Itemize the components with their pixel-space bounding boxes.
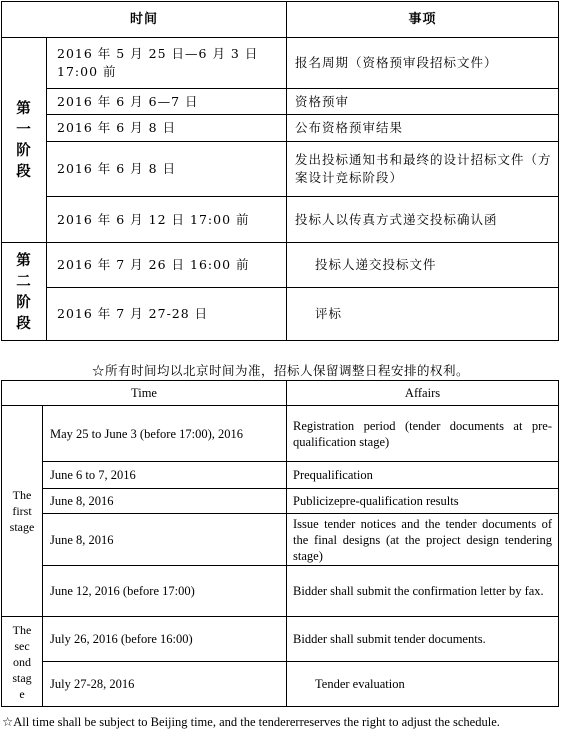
time-cell: July 27-28, 2016 xyxy=(43,662,287,707)
stage-2-label: The sec ond stag e xyxy=(2,617,43,707)
table-row xyxy=(2,197,559,243)
table-header-row xyxy=(2,2,559,38)
time-cell: 2016 年 6 月 8 日 xyxy=(47,142,287,197)
header-affairs: 事项 xyxy=(287,2,559,38)
footnote-chinese: ☆所有时间均以北京时间为准，招标人保留调整日程安排的权利。 xyxy=(91,363,469,378)
affair-cell: Tender evaluation xyxy=(287,662,559,707)
stage-2-label: 第 二 阶 段 xyxy=(2,243,47,341)
affair-cell: 发出投标通知书和最终的设计招标文件（方案设计竞标阶段） xyxy=(287,142,559,197)
table-row xyxy=(2,243,559,288)
table-row xyxy=(2,115,559,142)
table-row xyxy=(2,38,559,89)
affair-cell: Issue tender notices and the tender documents of the final designs (at the project design tendering stage) xyxy=(287,514,559,566)
affair-cell: Prequalification xyxy=(287,462,559,489)
affair-cell: Bidder shall submit tender documents. xyxy=(287,617,559,662)
schedule-table-english xyxy=(1,380,559,707)
time-cell: 2016 年 6 月 6—7 日 xyxy=(47,89,287,115)
time-cell: June 12, 2016 (before 17:00) xyxy=(43,566,287,617)
affair-cell: 投标人以传真方式递交投标确认函 xyxy=(287,197,559,243)
time-cell: June 8, 2016 xyxy=(43,514,287,566)
stage-1-label: The first stage xyxy=(2,406,43,617)
time-cell: 2016 年 6 月 12 日 17:00 前 xyxy=(47,197,287,243)
footnote-english: ☆All time shall be subject to Beijing time, and the tendererreserves the right to adjust the schedule. xyxy=(2,715,500,729)
affair-cell: 公布资格预审结果 xyxy=(287,115,559,142)
affair-cell: 评标 xyxy=(287,288,559,341)
stage-1-label: 第 一 阶 段 xyxy=(2,38,47,243)
table-row xyxy=(2,288,559,341)
header-time: Time xyxy=(2,381,287,406)
affair-cell: Publicizepre-qualification results xyxy=(287,489,559,514)
table-row xyxy=(2,662,559,707)
time-cell: 2016 年 6 月 8 日 xyxy=(47,115,287,142)
schedule-table-chinese xyxy=(1,1,559,341)
table-row xyxy=(2,617,559,662)
affair-cell: Registration period (tender documents at pre-qualification stage) xyxy=(287,406,559,462)
table-row xyxy=(2,462,559,489)
table-header-row xyxy=(2,381,559,406)
table-row xyxy=(2,566,559,617)
table-row xyxy=(2,142,559,197)
table-row xyxy=(2,406,559,462)
affair-cell: Bidder shall submit the confirmation letter by fax. xyxy=(287,566,559,617)
time-cell: 2016 年 7 月 27-28 日 xyxy=(47,288,287,341)
affair-cell: 资格预审 xyxy=(287,89,559,115)
table-row xyxy=(2,514,559,566)
affair-cell: 报名周期（资格预审段招标文件） xyxy=(287,38,559,89)
header-time: 时间 xyxy=(2,2,287,38)
table-row xyxy=(2,489,559,514)
affair-cell: 投标人递交投标文件 xyxy=(287,243,559,288)
time-cell: 2016 年 5 月 25 日—6 月 3 日 17:00 前 xyxy=(47,38,287,89)
time-cell: 2016 年 7 月 26 日 16:00 前 xyxy=(47,243,287,288)
time-cell: June 6 to 7, 2016 xyxy=(43,462,287,489)
time-cell: May 25 to June 3 (before 17:00), 2016 xyxy=(43,406,287,462)
table-row xyxy=(2,89,559,115)
header-affairs: Affairs xyxy=(287,381,559,406)
time-cell: June 8, 2016 xyxy=(43,489,287,514)
time-cell: July 26, 2016 (before 16:00) xyxy=(43,617,287,662)
